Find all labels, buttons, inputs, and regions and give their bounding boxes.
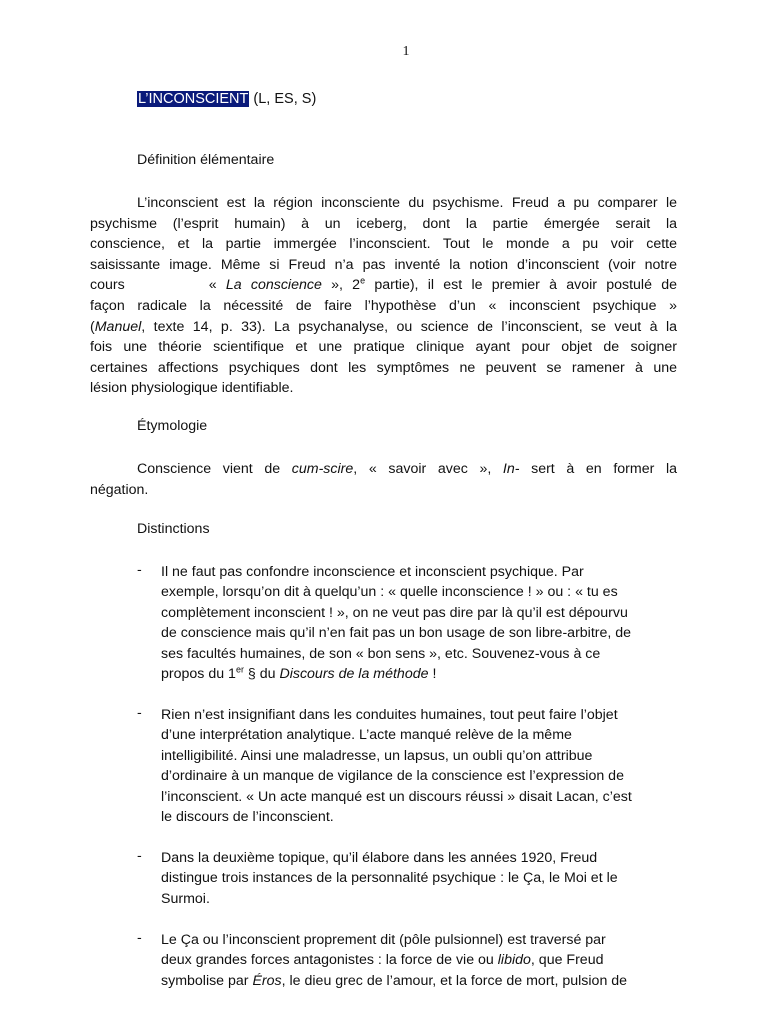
- etymology-heading: Étymologie: [137, 418, 208, 434]
- text-line: l’inconscient. « Un acte manqué est un discours réussi » disait Lacan, c’est: [161, 788, 632, 805]
- text-line: le discours de l’inconscient.: [161, 809, 334, 826]
- list-item-text: [161, 930, 682, 991]
- text-line: [90, 317, 677, 338]
- definition-heading: Définition élémentaire: [137, 152, 275, 168]
- book-title: Discours de la méthode: [279, 666, 429, 683]
- text-line: lésion physiologique identifiable.: [90, 380, 294, 397]
- text-fragment: § du: [243, 666, 280, 683]
- etymology-paragraph: [90, 459, 677, 500]
- text-fragment: cours: [90, 277, 125, 294]
- text-line: certaines affections psychiques dont les symptômes ne peuvent se ramener à une: [90, 359, 677, 376]
- text-fragment: , le dieu grec de l’amour, et la force de mort, pulsion de: [281, 972, 628, 989]
- text-fragment: propos du 1: [161, 666, 236, 683]
- bullet-dash: -: [137, 930, 142, 946]
- text-line: Dans la deuxième topique, qu’il élabore dans les années 1920, Freud: [161, 850, 598, 866]
- text-line: d’une interprétation analytique. L’acte manqué relève de la même: [161, 727, 572, 744]
- title-levels: (L, ES, S): [249, 91, 317, 107]
- text-line: conscience, et la partie immergée l’inconscient. Tout le monde a pu voir cette: [90, 236, 677, 253]
- text-fragment: «: [208, 277, 226, 294]
- text-line: L’inconscient est la région inconsciente du psychisme. Freud a pu comparer le: [137, 195, 677, 211]
- text-fragment: », 2: [321, 277, 361, 294]
- course-title: La conscience: [225, 277, 322, 294]
- bullet-dash: -: [137, 848, 142, 864]
- text-line: fois une théorie scientifique et une pratique clinique ayant pour objet de soigner: [90, 339, 677, 356]
- text-line: négation.: [90, 481, 149, 498]
- text-fragment: , que Freud: [530, 952, 604, 969]
- text-line: d’ordinaire à un manque de vigilance de la conscience est l’expression de: [161, 768, 624, 785]
- text-line: Il ne faut pas confondre inconscience et inconscient psychique. Par: [161, 564, 584, 580]
- text-line: complètement inconscient ! », on ne veut pas dire par là qu’il est dépourvu: [161, 604, 628, 621]
- text-fragment: (: [90, 318, 95, 335]
- text-line: Le Ça ou l’inconscient proprement dit (pôle pulsionnel) est traversé par: [161, 932, 606, 948]
- libido-term: libido: [497, 952, 531, 969]
- text-line: [161, 664, 682, 684]
- text-line: [90, 459, 677, 480]
- text-line: [161, 950, 682, 970]
- text-line: [161, 971, 682, 991]
- manual-title: Manuel: [94, 318, 142, 335]
- latin-term: cum-scire: [291, 461, 354, 477]
- text-line: façon radicale la nécessité de faire l’hypothèse d’un « inconscient psychique »: [90, 297, 677, 314]
- document-title: [137, 91, 316, 107]
- title-highlighted: L’INCONSCIENT: [138, 91, 249, 107]
- text-fragment: !: [428, 666, 437, 683]
- text-line: Rien n’est insignifiant dans les conduites humaines, tout peut faire l’objet: [161, 707, 618, 723]
- bullet-dash: -: [137, 705, 142, 721]
- text-fragment: , texte 14, p. 33). La psychanalyse, ou science de l’inconscient, se veut à la: [141, 318, 677, 335]
- text-line: de conscience mais qu’il n’en fait pas un bon usage de son libre-arbitre, de: [161, 625, 632, 642]
- distinctions-heading: Distinctions: [137, 521, 210, 537]
- text-fragment: symbolise par: [161, 972, 253, 989]
- list-item-text: [161, 705, 682, 827]
- text-line: Surmoi.: [161, 890, 210, 907]
- text-line: [90, 275, 677, 296]
- text-fragment: partie), il est le premier à avoir postulé de: [365, 277, 677, 294]
- text-line: saisissante image. Même si Freud n’a pas inventé la notion d’inconscient (voir notre: [90, 256, 677, 273]
- text-fragment: , « savoir avec »,: [353, 461, 503, 477]
- text-line: ses facultés humaines, de son « bon sens », etc. Souvenez-vous à ce: [161, 645, 601, 662]
- text-fragment: Conscience vient de: [137, 461, 292, 477]
- bullet-dash: -: [137, 562, 142, 578]
- text-line: distingue trois instances de la personnalité psychique : le Ça, le Moi et le: [161, 870, 618, 887]
- superscript: e: [360, 275, 366, 286]
- text-fragment: deux grandes forces antagonistes : la force de vie ou: [161, 952, 498, 969]
- list-item-text: [161, 562, 682, 684]
- text-line: intelligibilité. Ainsi une maladresse, un lapsus, un oubli qu’on attribue: [161, 747, 593, 764]
- text-line: psychisme (l’esprit humain) à un iceberg, dont la partie émergée serait la: [90, 215, 677, 232]
- list-item-text: [161, 848, 682, 909]
- superscript: er: [235, 664, 244, 675]
- definition-paragraph: [90, 193, 677, 399]
- eros-term: Éros: [252, 972, 282, 989]
- text-line: exemple, lorsqu’on dit à quelqu’un : « quelle inconscience ! » ou : « tu es: [161, 584, 618, 601]
- page-number: 1: [402, 44, 410, 59]
- prefix-term: In-: [502, 461, 520, 477]
- text-fragment: sert à en former la: [519, 461, 677, 477]
